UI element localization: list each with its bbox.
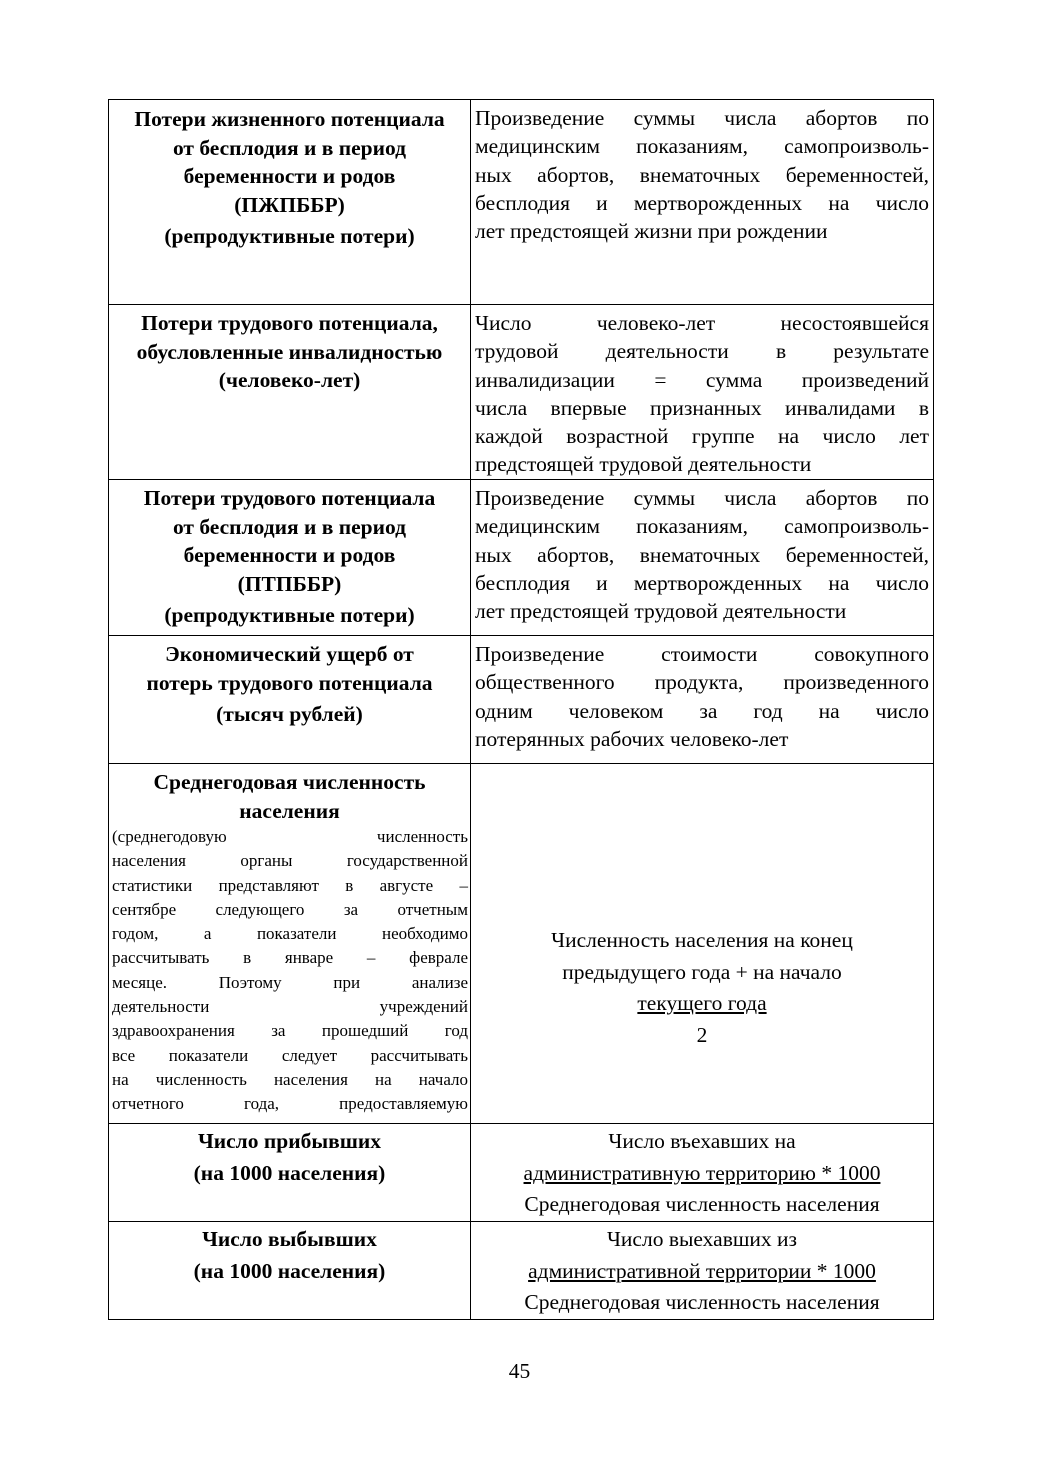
note-line: месяце. Поэтому при анализе [112,972,468,992]
indicator-name-line: потерь трудового потенциала [146,670,433,695]
note-line: рассчитывать в январе – феврале [112,948,468,968]
formula-text-line: ных абортов, внематочных беременностей, [475,162,929,187]
indicator-name-cell [109,1124,471,1222]
table-row [109,764,934,1124]
indicator-name-line: Экономический ущерб от [165,642,414,666]
indicator-name-line: (на 1000 населения) [193,1160,386,1185]
indicator-name-cell [109,1222,471,1320]
formula-numerator-line: предыдущего года + на начало [562,959,842,984]
indicator-formula-cell [471,764,934,1124]
indicator-name-line: (репродуктивные потери) [164,224,415,248]
formula-numerator-line: Число выехавших из [606,1227,798,1251]
indicator-formula-cell [471,1222,934,1320]
table-row [109,100,934,305]
indicator-name-line: (тысяч рублей) [216,702,363,726]
formula-denominator: Среднегодовая численность населения [524,1290,880,1314]
indicator-name-line: (репродуктивные потери) [164,603,415,627]
formula-text-line: инвалидизации = сумма произведений [475,367,929,392]
formula-text-line: Произведение суммы числа абортов по [475,486,929,510]
formula-text-line: предстоящей трудовой деятельности [475,452,812,477]
indicator-name-line: от бесплодия и в период [172,135,407,160]
formula-text-line: Произведение суммы числа абортов по [475,106,929,130]
formula-text-line: лет предстоящей трудовой деятельности [475,599,847,624]
indicator-name-line: беременности и родов [183,543,396,567]
formula-text-line: одним человеком за год на число [475,698,929,723]
indicator-name-cell [109,636,471,764]
indicator-name-line: беременности и родов [183,164,396,188]
formula-text-line: Число человеко-лет несостоявшейся [475,311,929,335]
indicator-name-line: Число прибывших [197,1129,382,1153]
note-line: деятельности учреждений [112,997,468,1017]
indicator-name-line: населения [239,798,340,823]
formula-text-line: бесплодия и мертворожденных на число [475,570,929,595]
formula-text-line: общественного продукта, произведенного [475,670,929,695]
table-row [109,636,934,764]
indicator-name-line: от бесплодия и в период [172,514,407,539]
indicator-name-cell [109,305,471,480]
note-line: (среднегодовую численность [112,827,468,846]
population-note [109,825,470,1117]
formula-text-line: бесплодия и мертворожденных на число [475,190,929,215]
formula-numerator-line: административной территории * 1000 [528,1258,876,1283]
page-number: 45 [508,1359,531,1383]
formula-text-line: потерянных рабочих человеко-лет [475,726,789,751]
indicator-name-cell [109,480,471,636]
table-row [109,480,934,636]
note-line: сентябре следующего за отчетным [112,899,468,919]
note-line: на численность населения на начало [112,1069,468,1089]
formula-text-line: Произведение стоимости совокупного [475,642,929,666]
formula-denominator: 2 [696,1022,708,1047]
formula-text-line: каждой возрастной группе на число лет [475,424,929,449]
indicator-formula-cell [471,100,934,305]
table-row [109,1222,934,1320]
note-line: отчетного года, предоставляемую [112,1094,468,1114]
indicator-formula-cell [471,1124,934,1222]
indicator-formula-cell [471,305,934,480]
formula-numerator-line: административную территорию * 1000 [523,1160,881,1185]
indicator-name-line: Потери жизненного потенциала [134,107,445,131]
note-line: годом, а показатели необходимо [112,924,468,944]
indicator-name-cell [109,764,471,1124]
indicator-name-line: (на 1000 населения) [193,1258,386,1283]
indicators-table [108,99,934,1320]
formula-numerator-wrap [471,988,933,1020]
indicator-name-line: (ПТПББР) [237,571,342,596]
formula-text-line: медицинским показаниям, самопроизволь- [475,134,929,159]
formula-numerator-line: Число въехавших на [608,1129,796,1153]
formula-numerator-wrap [471,1158,933,1190]
indicator-formula-cell [471,636,934,764]
note-line: статистики представляют в августе – [112,875,468,895]
formula-text-line: ных абортов, внематочных беременностей, [475,542,929,567]
indicator-name-line: (человеко-лет) [218,368,361,392]
formula-text-line: лет предстоящей жизни при рождении [475,219,828,244]
indicator-name-line: Потери трудового потенциала [143,486,436,510]
table-row [109,1124,934,1222]
formula-denominator: Среднегодовая численность населения [524,1192,880,1216]
indicator-name-line: (ПЖПББР) [234,192,345,217]
formula-numerator-line: текущего года [637,991,767,1015]
indicator-formula-cell [471,480,934,636]
note-line: все показатели следует рассчитывать [112,1045,468,1065]
table-row [109,305,934,480]
formula-text-line: медицинским показаниям, самопроизволь- [475,514,929,539]
indicator-name-line: Среднегодовая численность [153,770,426,794]
formula-numerator-wrap [471,1256,933,1288]
indicator-name-line: Число выбывших [202,1227,377,1251]
indicator-name-cell [109,100,471,305]
note-line: здравоохранения за прошедший год [112,1021,468,1041]
indicator-name-line: Потери трудового потенциала, [141,311,438,335]
formula-text-line: трудовой деятельности в результате [475,339,929,364]
indicator-name-line: обусловленные инвалидностью [136,339,443,364]
formula-numerator-line: Численность населения на конец [551,928,853,952]
note-line: населения органы государственной [112,851,468,871]
formula-text-line: числа впервые признанных инвалидами в [475,395,929,420]
